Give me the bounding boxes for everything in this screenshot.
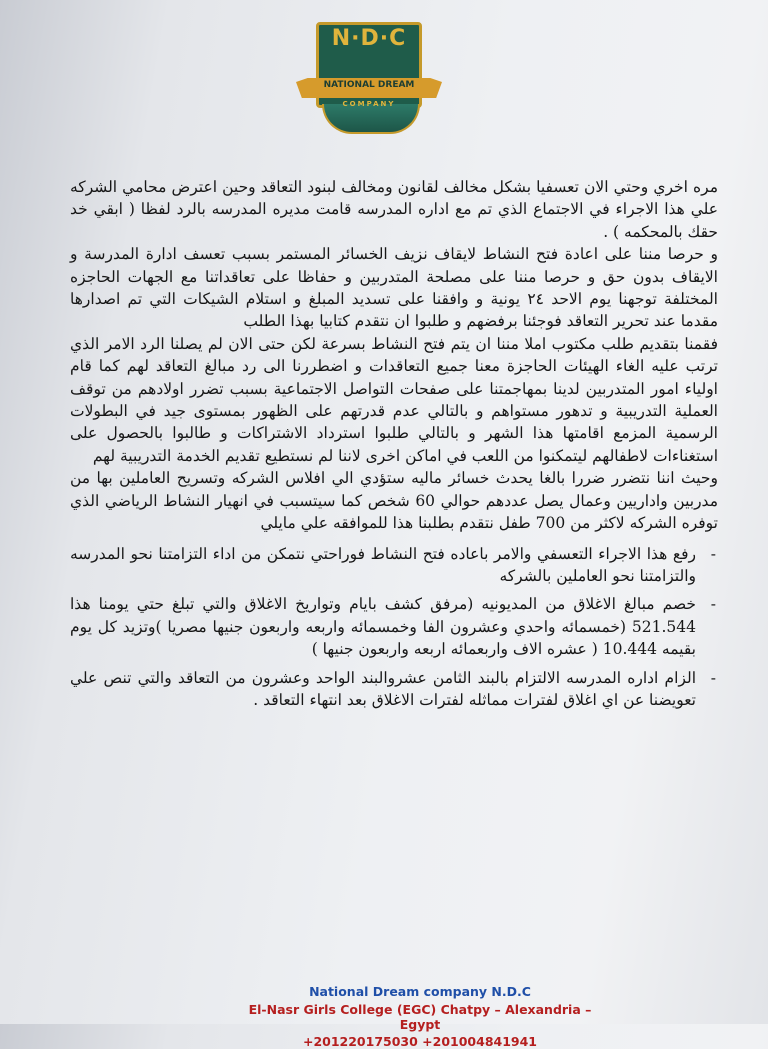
letterhead-footer — [240, 984, 600, 1049]
logo-emblem — [322, 104, 420, 134]
request-item-3: - الزام اداره المدرسه الالتزام بالبند الثامن عشروالبند الواحد وعشرون من التعاقد والتي تنص علي تعويضنا عن اي اغلاق لفترات مماثله لفترات الاغلاق بعد انتهاء التعاقد . — [70, 667, 718, 712]
company-logo — [294, 20, 444, 135]
footer-company-name: National Dream company N.D.C — [309, 984, 531, 999]
logo-title: N·D·C — [331, 26, 407, 51]
paragraph-4: وحيث اننا نتضرر ضررا بالغا يحدث خسائر ماليه ستؤدي الي افلاس الشركه وتسريح العاملين بها من مدربين واداريين وعمال يصل عددهم حوالي 60 شخص كما سيتسبب في انهيار النشاط الرياضي الذي توفره الشركه لاكثر من 700 طفل نتقدم بطلبنا هذا للموافقه علي مايلي — [70, 469, 718, 533]
logo-subtitle: NATIONAL DREAM — [323, 80, 415, 90]
request-list — [70, 543, 718, 712]
logo-subtitle-company: COMPANY — [342, 100, 396, 108]
paragraph-2: و حرصا مننا على اعادة فتح النشاط لايقاف نزيف الخسائر المستمر بسبب تعسف ادارة المدرسة و الايقاف بدون حق و حرصا مننا على مصلحة المتدربين و حفاظا على تعاقداتنا مع الجهات الحاجزه المختلفة توجهنا يوم الاحد ٢٤ يونية و وافقنا على تسديد المبلغ و استلام الشيكات التي تم اصدارها مقدما عند تحرير التعاقد فوجئنا برفضهم و طلبوا ان نتقدم كتابيا بهذا الطلب — [70, 245, 718, 331]
footer-address: El-Nasr Girls College (EGC) Chatpy – Alexandria – Egypt — [248, 1002, 592, 1032]
paragraph-3: فقمنا بتقديم طلب مكتوب املا مننا ان يتم فتح النشاط بسرعة لكن حتى الان لم يصلنا الرد الامر الذي ترتب عليه الغاء الهيئات الحاجزة معنا جميع التعاقدات و اضطررنا الى رد مبالغ التعاقد لهم كما قام اولياء امور المتدربين لدينا بمهاجمتنا على صفحات التواصل الاجتماعية بسبب تضرر اولادهم من توقف العملية التدريبية و تدهور مستواهم و بالتالي عدم قدرتهم على الظهور بمستوى جيد في البطولات الرسمية المزمع اقامتها هذا الشهر و بالتالي طلبوا استرداد الاشتراكات و طالبوا بالحصول على استغناءات لاطفالهم ليتمكنوا من اللعب في اماكن اخرى لاننا لم نستطيع تقديم الخدمة التدريبية لهم — [70, 334, 718, 465]
letter-body — [70, 176, 718, 717]
paragraph-1: مره اخري وحتي الان تعسفيا بشكل مخالف لقانون ومخالف لبنود التعاقد وحين اعترض محامي الشركه علي هذا الاجراء في الاجتماع الذي تم مع اداره المدرسه قامت مديره المدرسه بالرد لفظا ( ابقي خد حقك بالمحكمه ) . — [70, 178, 718, 241]
footer-phones: +201220175030 +201004841941 — [302, 1034, 538, 1049]
request-item-2: - خصم مبالغ الاغلاق من المديونيه (مرفق كشف بايام وتواريخ الاغلاق والتي تبلغ حتي يومنا هذا 521.544 (خمسمائه واحدي وعشرون الفا وخمسمائه واربعه واربعون جنيها مصريا )وتزيد كل يوم بقيمه 10.444 ( عشره الاف واربعمائه اربعه واربعون جنيها ) — [70, 593, 718, 660]
request-item-1: - رفع هذا الاجراء التعسفي والامر باعاده فتح النشاط فوراحتي نتمكن من اداء التزامتنا نحو المدرسه والتزامتنا نحو العاملين بالشركه — [70, 543, 718, 588]
